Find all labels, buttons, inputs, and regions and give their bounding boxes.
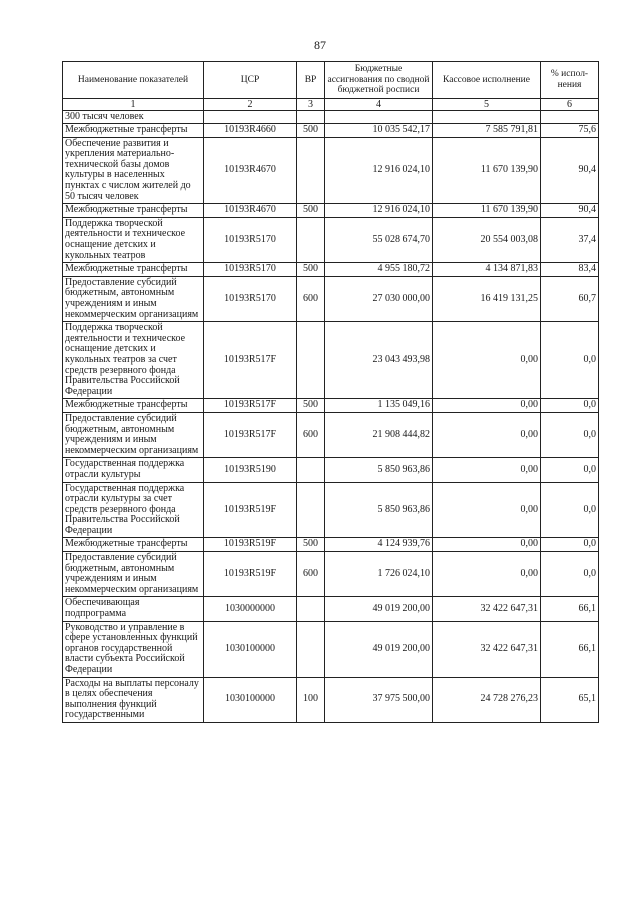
- column-number-row: [63, 98, 599, 110]
- row-percent: 37,4: [541, 217, 599, 262]
- row-name: Государственная поддержка отрасли культуры: [63, 458, 204, 482]
- header-vr: ВР: [297, 62, 325, 99]
- row-vr: 600: [297, 552, 325, 597]
- table-row: [63, 677, 599, 722]
- row-plan-amount: 12 916 024,10: [325, 204, 433, 218]
- header-pct: % испол-нения: [541, 62, 599, 99]
- row-plan-amount: 10 035 542,17: [325, 124, 433, 138]
- row-code: 10193R5190: [204, 458, 297, 482]
- row-name: 300 тысяч человек: [63, 110, 204, 124]
- row-vr: [297, 322, 325, 399]
- row-fact-amount: 0,00: [433, 458, 541, 482]
- row-vr: [297, 217, 325, 262]
- row-fact-amount: 0,00: [433, 482, 541, 538]
- column-number: 4: [325, 98, 433, 110]
- row-percent: 65,1: [541, 677, 599, 722]
- row-percent: 0,0: [541, 412, 599, 457]
- row-percent: 75,6: [541, 124, 599, 138]
- row-name: Обеспечивающая подпрограмма: [63, 597, 204, 621]
- row-vr: 600: [297, 412, 325, 457]
- row-plan-amount: 5 850 963,86: [325, 458, 433, 482]
- row-plan-amount: 4 955 180,72: [325, 263, 433, 277]
- row-fact-amount: 0,00: [433, 322, 541, 399]
- column-number: 3: [297, 98, 325, 110]
- page-number: 87: [314, 38, 326, 52]
- row-fact-amount: [433, 110, 541, 124]
- row-vr: [297, 597, 325, 621]
- row-fact-amount: 11 670 139,90: [433, 204, 541, 218]
- row-percent: 0,0: [541, 322, 599, 399]
- table-row: [63, 322, 599, 399]
- table-row: [63, 621, 599, 677]
- row-plan-amount: 55 028 674,70: [325, 217, 433, 262]
- table-row: [63, 482, 599, 538]
- row-plan-amount: 1 135 049,16: [325, 399, 433, 413]
- row-name: Предоставление субсидий бюджетным, автономным учреждениям и иным некоммерческим организациям: [63, 412, 204, 457]
- row-code: 1030100000: [204, 677, 297, 722]
- row-plan-amount: 4 124 939,76: [325, 538, 433, 552]
- row-fact-amount: 32 422 647,31: [433, 597, 541, 621]
- row-percent: 83,4: [541, 263, 599, 277]
- header-name: Наименование показателей: [63, 62, 204, 99]
- budget-execution-table: [62, 61, 599, 723]
- row-vr: 500: [297, 538, 325, 552]
- table-row: [63, 276, 599, 321]
- header-plan: Бюджетные ассигнования по сводной бюджетной росписи: [325, 62, 433, 99]
- row-vr: 100: [297, 677, 325, 722]
- row-name: Предоставление субсидий бюджетным, автономным учреждениям и иным некоммерческим организациям: [63, 276, 204, 321]
- table-header-row: [63, 62, 599, 99]
- row-fact-amount: 0,00: [433, 412, 541, 457]
- row-code: 10193R519F: [204, 552, 297, 597]
- table-row: [63, 124, 599, 138]
- row-vr: [297, 110, 325, 124]
- row-name: Расходы на выплаты персоналу в целях обеспечения выполнения функций государственными: [63, 677, 204, 722]
- table-body: [63, 110, 599, 722]
- table-row: [63, 412, 599, 457]
- row-fact-amount: 32 422 647,31: [433, 621, 541, 677]
- row-percent: 0,0: [541, 458, 599, 482]
- row-vr: 600: [297, 276, 325, 321]
- table-row: [63, 458, 599, 482]
- row-plan-amount: 23 043 493,98: [325, 322, 433, 399]
- row-name: Руководство и управление в сфере установленных функций органов государственной власти субъекта Российской Федерации: [63, 621, 204, 677]
- row-code: 10193R517F: [204, 399, 297, 413]
- row-plan-amount: 37 975 500,00: [325, 677, 433, 722]
- row-percent: 0,0: [541, 482, 599, 538]
- table-row: [63, 217, 599, 262]
- row-percent: [541, 110, 599, 124]
- row-percent: 66,1: [541, 621, 599, 677]
- row-percent: 0,0: [541, 399, 599, 413]
- row-name: Межбюджетные трансферты: [63, 124, 204, 138]
- row-plan-amount: 49 019 200,00: [325, 621, 433, 677]
- row-vr: 500: [297, 204, 325, 218]
- row-fact-amount: 4 134 871,83: [433, 263, 541, 277]
- column-number: 1: [63, 98, 204, 110]
- row-name: Предоставление субсидий бюджетным, автономным учреждениям и иным некоммерческим организациям: [63, 552, 204, 597]
- row-name: Межбюджетные трансферты: [63, 263, 204, 277]
- row-code: 10193R5170: [204, 276, 297, 321]
- row-vr: [297, 482, 325, 538]
- row-vr: 500: [297, 399, 325, 413]
- row-vr: 500: [297, 124, 325, 138]
- row-code: [204, 110, 297, 124]
- row-percent: 90,4: [541, 204, 599, 218]
- row-fact-amount: 16 419 131,25: [433, 276, 541, 321]
- row-percent: 90,4: [541, 137, 599, 204]
- row-fact-amount: 24 728 276,23: [433, 677, 541, 722]
- table-row: [63, 263, 599, 277]
- table-row: [63, 538, 599, 552]
- row-fact-amount: 0,00: [433, 538, 541, 552]
- row-name: Поддержка творческой деятельности и техническое оснащение детских и кукольных театров за счет средств резервного фонда Правительства Российской Федерации: [63, 322, 204, 399]
- row-vr: [297, 621, 325, 677]
- row-percent: 60,7: [541, 276, 599, 321]
- row-name: Межбюджетные трансферты: [63, 204, 204, 218]
- row-code: 10193R5170: [204, 217, 297, 262]
- row-vr: 500: [297, 263, 325, 277]
- header-fact: Кассовое исполнение: [433, 62, 541, 99]
- row-vr: [297, 458, 325, 482]
- row-percent: 66,1: [541, 597, 599, 621]
- column-number: 2: [204, 98, 297, 110]
- table-row: [63, 110, 599, 124]
- table-row: [63, 552, 599, 597]
- table-row: [63, 204, 599, 218]
- row-plan-amount: 21 908 444,82: [325, 412, 433, 457]
- row-fact-amount: 20 554 003,08: [433, 217, 541, 262]
- row-code: 10193R5170: [204, 263, 297, 277]
- table-row: [63, 597, 599, 621]
- row-percent: 0,0: [541, 538, 599, 552]
- row-name: Обеспечение развития и укрепления материально-технической базы домов культуры в населенных пунктах с числом жителей до 50 тысяч человек: [63, 137, 204, 204]
- row-code: 10193R517F: [204, 412, 297, 457]
- row-plan-amount: 27 030 000,00: [325, 276, 433, 321]
- row-plan-amount: 5 850 963,86: [325, 482, 433, 538]
- row-name: Межбюджетные трансферты: [63, 538, 204, 552]
- row-code: 10193R4670: [204, 137, 297, 204]
- row-code: 1030000000: [204, 597, 297, 621]
- row-code: 10193R519F: [204, 482, 297, 538]
- column-number: 6: [541, 98, 599, 110]
- row-code: 10193R4660: [204, 124, 297, 138]
- row-code: 10193R4670: [204, 204, 297, 218]
- row-vr: [297, 137, 325, 204]
- row-fact-amount: 0,00: [433, 399, 541, 413]
- table-row: [63, 137, 599, 204]
- row-name: Межбюджетные трансферты: [63, 399, 204, 413]
- row-code: 1030100000: [204, 621, 297, 677]
- row-name: Поддержка творческой деятельности и техническое оснащение детских и кукольных театров: [63, 217, 204, 262]
- row-plan-amount: 1 726 024,10: [325, 552, 433, 597]
- row-fact-amount: 7 585 791,81: [433, 124, 541, 138]
- row-code: 10193R517F: [204, 322, 297, 399]
- row-plan-amount: 49 019 200,00: [325, 597, 433, 621]
- table-row: [63, 399, 599, 413]
- column-number: 5: [433, 98, 541, 110]
- header-code: ЦСР: [204, 62, 297, 99]
- row-fact-amount: 0,00: [433, 552, 541, 597]
- row-plan-amount: [325, 110, 433, 124]
- row-percent: 0,0: [541, 552, 599, 597]
- row-plan-amount: 12 916 024,10: [325, 137, 433, 204]
- row-name: Государственная поддержка отрасли культуры за счет средств резервного фонда Правительства Российской Федерации: [63, 482, 204, 538]
- row-code: 10193R519F: [204, 538, 297, 552]
- row-fact-amount: 11 670 139,90: [433, 137, 541, 204]
